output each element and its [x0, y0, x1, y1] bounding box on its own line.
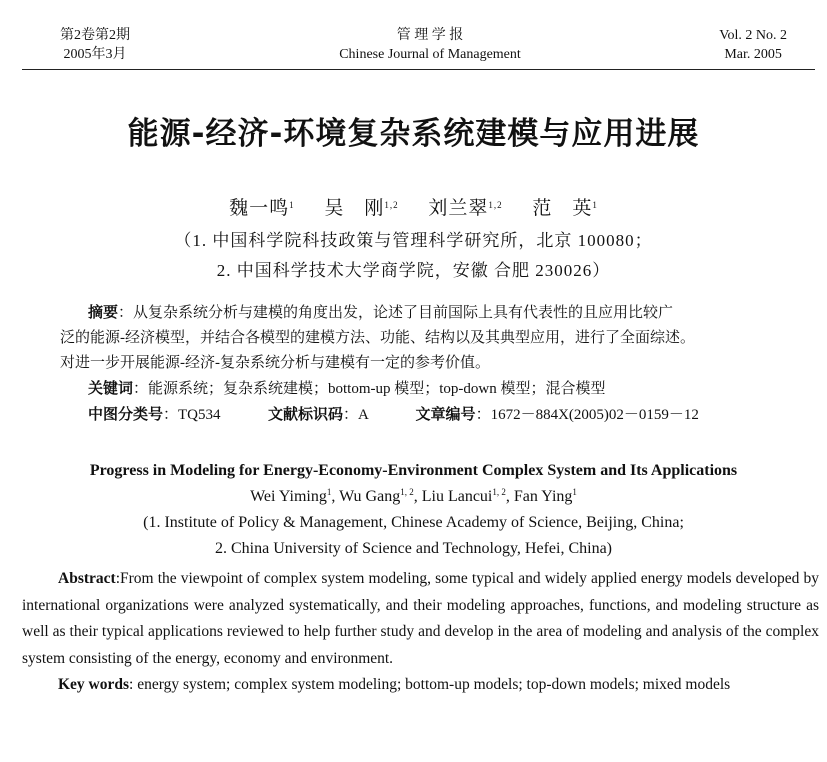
journal-name — [300, 26, 560, 64]
header-rule — [22, 69, 815, 70]
article-number: ：1672－884X(2005)02－0159－12 — [475, 407, 699, 423]
affiliation-cn-2: 2. 中国科学技术大学商学院，安徽 合肥 230026） — [216, 261, 611, 280]
volume-issue-cn: 第2卷第2期 — [60, 28, 130, 43]
author: 魏一鸣$^1$ — [229, 198, 295, 219]
abstract-label-en: Abstract — [58, 570, 116, 587]
authors-en: Wei Yiming$^1$, Wu Gang$^{1, 2}$, Liu Lancui$^{1, 2}$, Fan Ying$^1$ — [250, 487, 577, 505]
authors-cn — [0, 193, 827, 220]
keywords-en: : energy system; complex system modeling; bottom-up models; top-down models; mixed models — [129, 676, 731, 693]
issue-info — [60, 26, 130, 64]
date-cn: 2005年3月 — [63, 47, 127, 62]
journal-name-en: Chinese Journal of Management — [339, 47, 521, 62]
author: 刘兰翠$^{1,2}$ — [428, 198, 503, 219]
journal-name-cn: 管 理 学 报 — [396, 28, 464, 43]
author: 吴 刚$^{1,2}$ — [324, 198, 399, 219]
abstract-label-cn: 摘要 — [88, 303, 119, 321]
document-code: ：A — [343, 407, 369, 423]
abstract-en — [22, 566, 819, 699]
paper-title-cn: 能源-经济-环境复杂系统建模与应用进展 — [127, 116, 700, 152]
date-en: Mar. 2005 — [724, 47, 782, 62]
keywords-label-cn: 关键词 — [88, 379, 134, 397]
volume-issue-en: Vol. 2 No. 2 — [719, 28, 787, 43]
affiliation-en-2: 2. China University of Science and Technology, Hefei, China) — [215, 540, 612, 557]
abstract-text-en: :From the viewpoint of complex system modeling, some typical and widely applied energy models developed by international organizations were analyzed systematically, and their modeling approaches, functions, and modeling structure as well as their typical applications reviewed to help further study and develop in the area of modeling and analysis of the complex system consisting of the energy, economy and environment. — [22, 570, 819, 667]
abstract-cn: 摘要：从复杂系统分析与建模的角度出发，论述了目前国际上具有代表性的且应用比较广 泛的能源-经济模型，并结合各模型的建模方法、功能、结构以及其典型应用，进行了全面综述。 对进一步开展能源-经济-复杂系统分析与建模有一定的参考价值。 关键词：能源系统；复杂系统建模；bottom-up 模型；top-down 模型；混合模型 中图分类号：TQ534 文献标识码：A 文章编号：1672－884X(2005)02－0159－12 — [60, 303, 699, 423]
author: 范 英$^1$ — [532, 198, 598, 219]
paper-title-en: Progress in Modeling for Energy-Economy-Environment Complex System and Its Applications — [89, 462, 738, 479]
affiliation-en-1: (1. Institute of Policy & Management, Chinese Academy of Science, Beijing, China; — [143, 514, 684, 531]
keywords-label-en: Key words — [58, 676, 130, 693]
affiliation-cn-1: （1. 中国科学院科技政策与管理科学研究所，北京 100080； — [174, 231, 653, 250]
clc-number: ：TQ534 — [163, 407, 221, 423]
issue-info-en — [719, 26, 787, 64]
keywords-cn: ：能源系统；复杂系统建模；bottom-up 模型；top-down 模型；混合模型 — [133, 381, 606, 397]
